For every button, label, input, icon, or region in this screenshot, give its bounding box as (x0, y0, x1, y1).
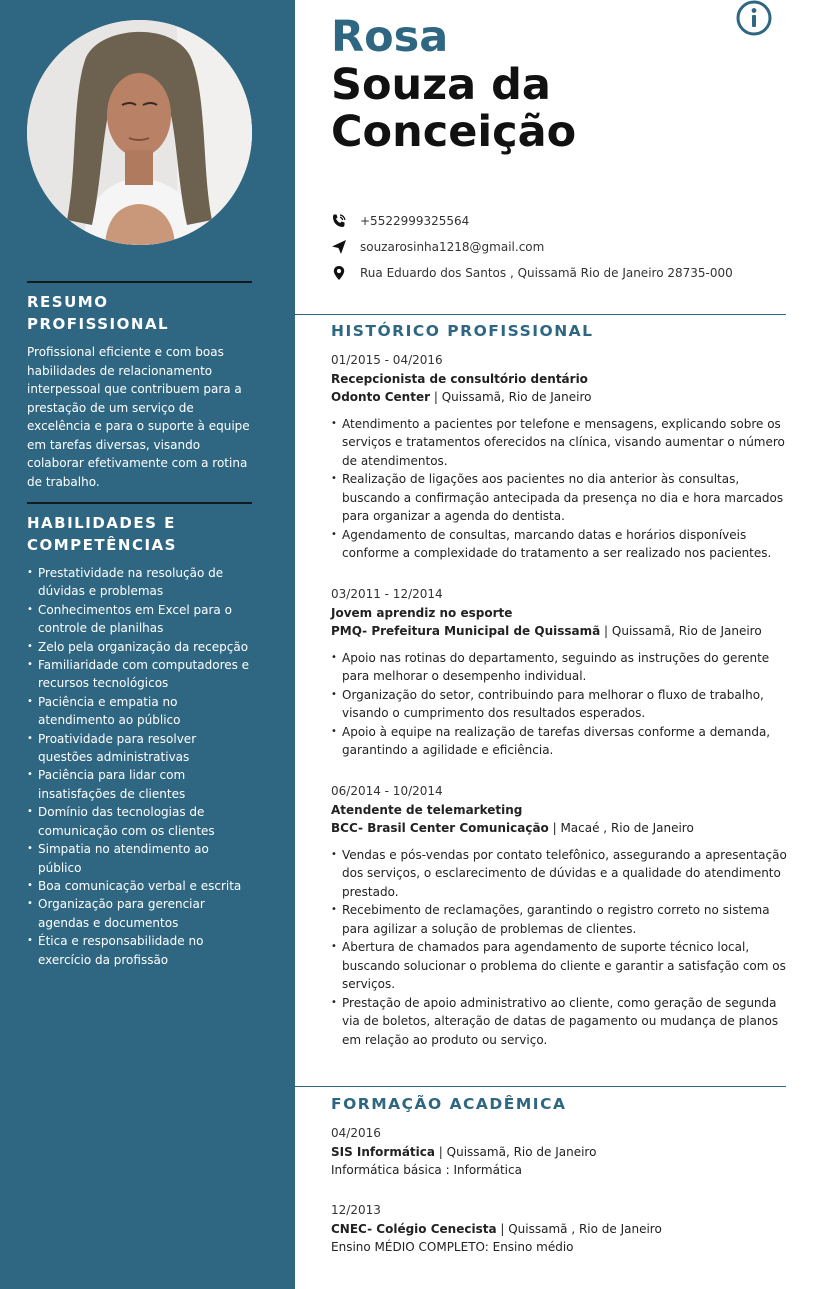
education-school (331, 1143, 787, 1162)
job-bullets (331, 846, 787, 1050)
summary-title: RESUMO PROFISSIONAL (27, 293, 170, 333)
skills-divider (27, 502, 252, 504)
skill-item: • Paciência e empatia no atendimento ao público (27, 693, 252, 730)
job-company (331, 388, 787, 407)
contact-phone (331, 208, 733, 234)
skill-item: • Zelo pela organização da recepção (27, 638, 252, 656)
summary-divider (27, 281, 252, 283)
skill-item: • Conhecimentos em Excel para o controle de planilhas (27, 601, 252, 638)
job-bullet: • Vendas e pós-vendas por contato telefônico, assegurando a apresentação dos serviços, o esclarecimento de dúvidas e a qualidade do atendimento prestado. (331, 846, 787, 902)
school-location: | Quissamã , Rio de Janeiro (496, 1221, 662, 1236)
school-name: SIS Informática (331, 1144, 435, 1159)
education-divider (295, 1086, 786, 1087)
phone-text: +5522999325564 (360, 214, 470, 228)
job-bullets (331, 415, 787, 563)
skill-item: • Prestatividade na resolução de dúvidas e problemas (27, 564, 252, 601)
name-first: Rosa (331, 12, 449, 62)
job-bullet: • Prestação de apoio administrativo ao cliente, como geração de segunda via de boletos, alteração de datas de pagamento ou mudança de planos em relação ao produto ou serviço. (331, 994, 787, 1050)
job-bullet: • Realização de ligações aos pacientes no dia anterior às consultas, buscando a confirmação antecipada da presença no dia e hora marcados para organizar a agenda do dentista. (331, 470, 787, 526)
location-pin-icon (331, 265, 347, 281)
job-entry (331, 585, 787, 760)
info-icon[interactable] (736, 0, 772, 36)
company-location: | Quissamã, Rio de Janeiro (600, 624, 762, 638)
email-text: souzarosinha1218@gmail.com (360, 240, 545, 254)
company-location: | Macaé , Rio de Janeiro (548, 821, 694, 835)
job-bullet: • Apoio à equipe na realização de tarefas diversas conforme a demanda, garantindo a agilidade e eficiência. (331, 723, 787, 760)
job-date: 03/2011 - 12/2014 (331, 587, 443, 601)
job-role: Jovem aprendiz no esporte (331, 605, 513, 620)
education-entry (331, 1201, 787, 1257)
profile-photo-image (27, 20, 252, 245)
name-last (331, 62, 576, 156)
skill-item: • Ética e responsabilidade no exercício da profissão (27, 932, 252, 969)
job-entry (331, 351, 787, 563)
company-name: PMQ- Prefeitura Municipal de Quissamã (331, 624, 601, 638)
company-name: Odonto Center (331, 390, 431, 404)
skill-item: • Paciência para lidar com insatisfações de clientes (27, 766, 252, 803)
job-role: Atendente de telemarketing (331, 802, 523, 817)
skill-item: • Simpatia no atendimento ao público (27, 840, 252, 877)
name-line-2: Souza da (331, 60, 551, 110)
contact-address (331, 260, 733, 286)
main-content (295, 0, 828, 1289)
education-course: Ensino MÉDIO COMPLETO: Ensino médio (331, 1240, 574, 1254)
company-name: BCC- Brasil Center Comunicação (331, 821, 549, 835)
address-text: Rua Eduardo dos Santos , Quissamã Rio de Janeiro 28735-000 (360, 266, 733, 280)
job-date: 06/2014 - 10/2014 (331, 784, 443, 798)
send-icon (331, 239, 347, 255)
history-title: HISTÓRICO PROFISSIONAL (331, 322, 594, 340)
skills-section (27, 502, 252, 969)
job-bullet: • Agendamento de consultas, marcando datas e horários disponíveis conforme a complexidade do tratamento a ser realizado nos pacientes. (331, 526, 787, 563)
skill-item: • Proatividade para resolver questões administrativas (27, 730, 252, 767)
education-date: 04/2016 (331, 1126, 381, 1140)
job-company (331, 819, 787, 838)
job-bullet: • Apoio nas rotinas do departamento, seguindo as instruções do gerente para melhorar o desempenho individual. (331, 649, 787, 686)
history-divider (295, 314, 786, 315)
job-entry (331, 782, 787, 1049)
summary-section (27, 281, 252, 491)
skill-item: • Organização para gerenciar agendas e documentos (27, 895, 252, 932)
job-date: 01/2015 - 04/2016 (331, 353, 443, 367)
contact-email (331, 234, 733, 260)
education-entry (331, 1124, 787, 1180)
education-course: Informática básica : Informática (331, 1163, 522, 1177)
school-name: CNEC- Colégio Cenecista (331, 1221, 497, 1236)
education-school (331, 1220, 787, 1239)
job-bullet: • Organização do setor, contribuindo para melhorar o fluxo de trabalho, visando o cumprimento dos resultados esperados. (331, 686, 787, 723)
profile-photo (27, 20, 252, 245)
summary-text: Profissional eficiente e com boas habilidades de relacionamento interpessoal que contribuem para a prestação de um serviço de excelência e para o suporte à equipe em tarefas diversas, visando colaborar efetivamente com a rotina de trabalho. (27, 345, 250, 489)
phone-icon (331, 213, 347, 229)
sidebar (0, 0, 295, 1289)
education-date: 12/2013 (331, 1203, 381, 1217)
skills-title: HABILIDADES E COMPETÊNCIAS (27, 514, 177, 554)
job-bullet: • Atendimento a pacientes por telefone e mensagens, explicando sobre os serviços e tratamentos oferecidos na clínica, visando aumentar o número de atendimentos. (331, 415, 787, 471)
job-company (331, 622, 787, 641)
contact-list (331, 208, 733, 286)
company-location: | Quissamã, Rio de Janeiro (430, 390, 592, 404)
name-line-3: Conceição (331, 107, 577, 157)
job-bullets (331, 649, 787, 760)
education-title: FORMAÇÃO ACADÊMICA (331, 1095, 567, 1113)
job-role: Recepcionista de consultório dentário (331, 371, 588, 386)
skill-item: • Boa comunicação verbal e escrita (27, 877, 252, 895)
skills-list (27, 564, 252, 969)
job-bullet: • Recebimento de reclamações, garantindo o registro correto no sistema para agilizar a solução de problemas de clientes. (331, 901, 787, 938)
skill-item: • Familiaridade com computadores e recursos tecnológicos (27, 656, 252, 693)
school-location: | Quissamã, Rio de Janeiro (434, 1144, 597, 1159)
skill-item: • Domínio das tecnologias de comunicação com os clientes (27, 803, 252, 840)
job-bullet: • Abertura de chamados para agendamento de suporte técnico local, buscando solucionar o problema do cliente e garantir a satisfação com os serviços. (331, 938, 787, 994)
